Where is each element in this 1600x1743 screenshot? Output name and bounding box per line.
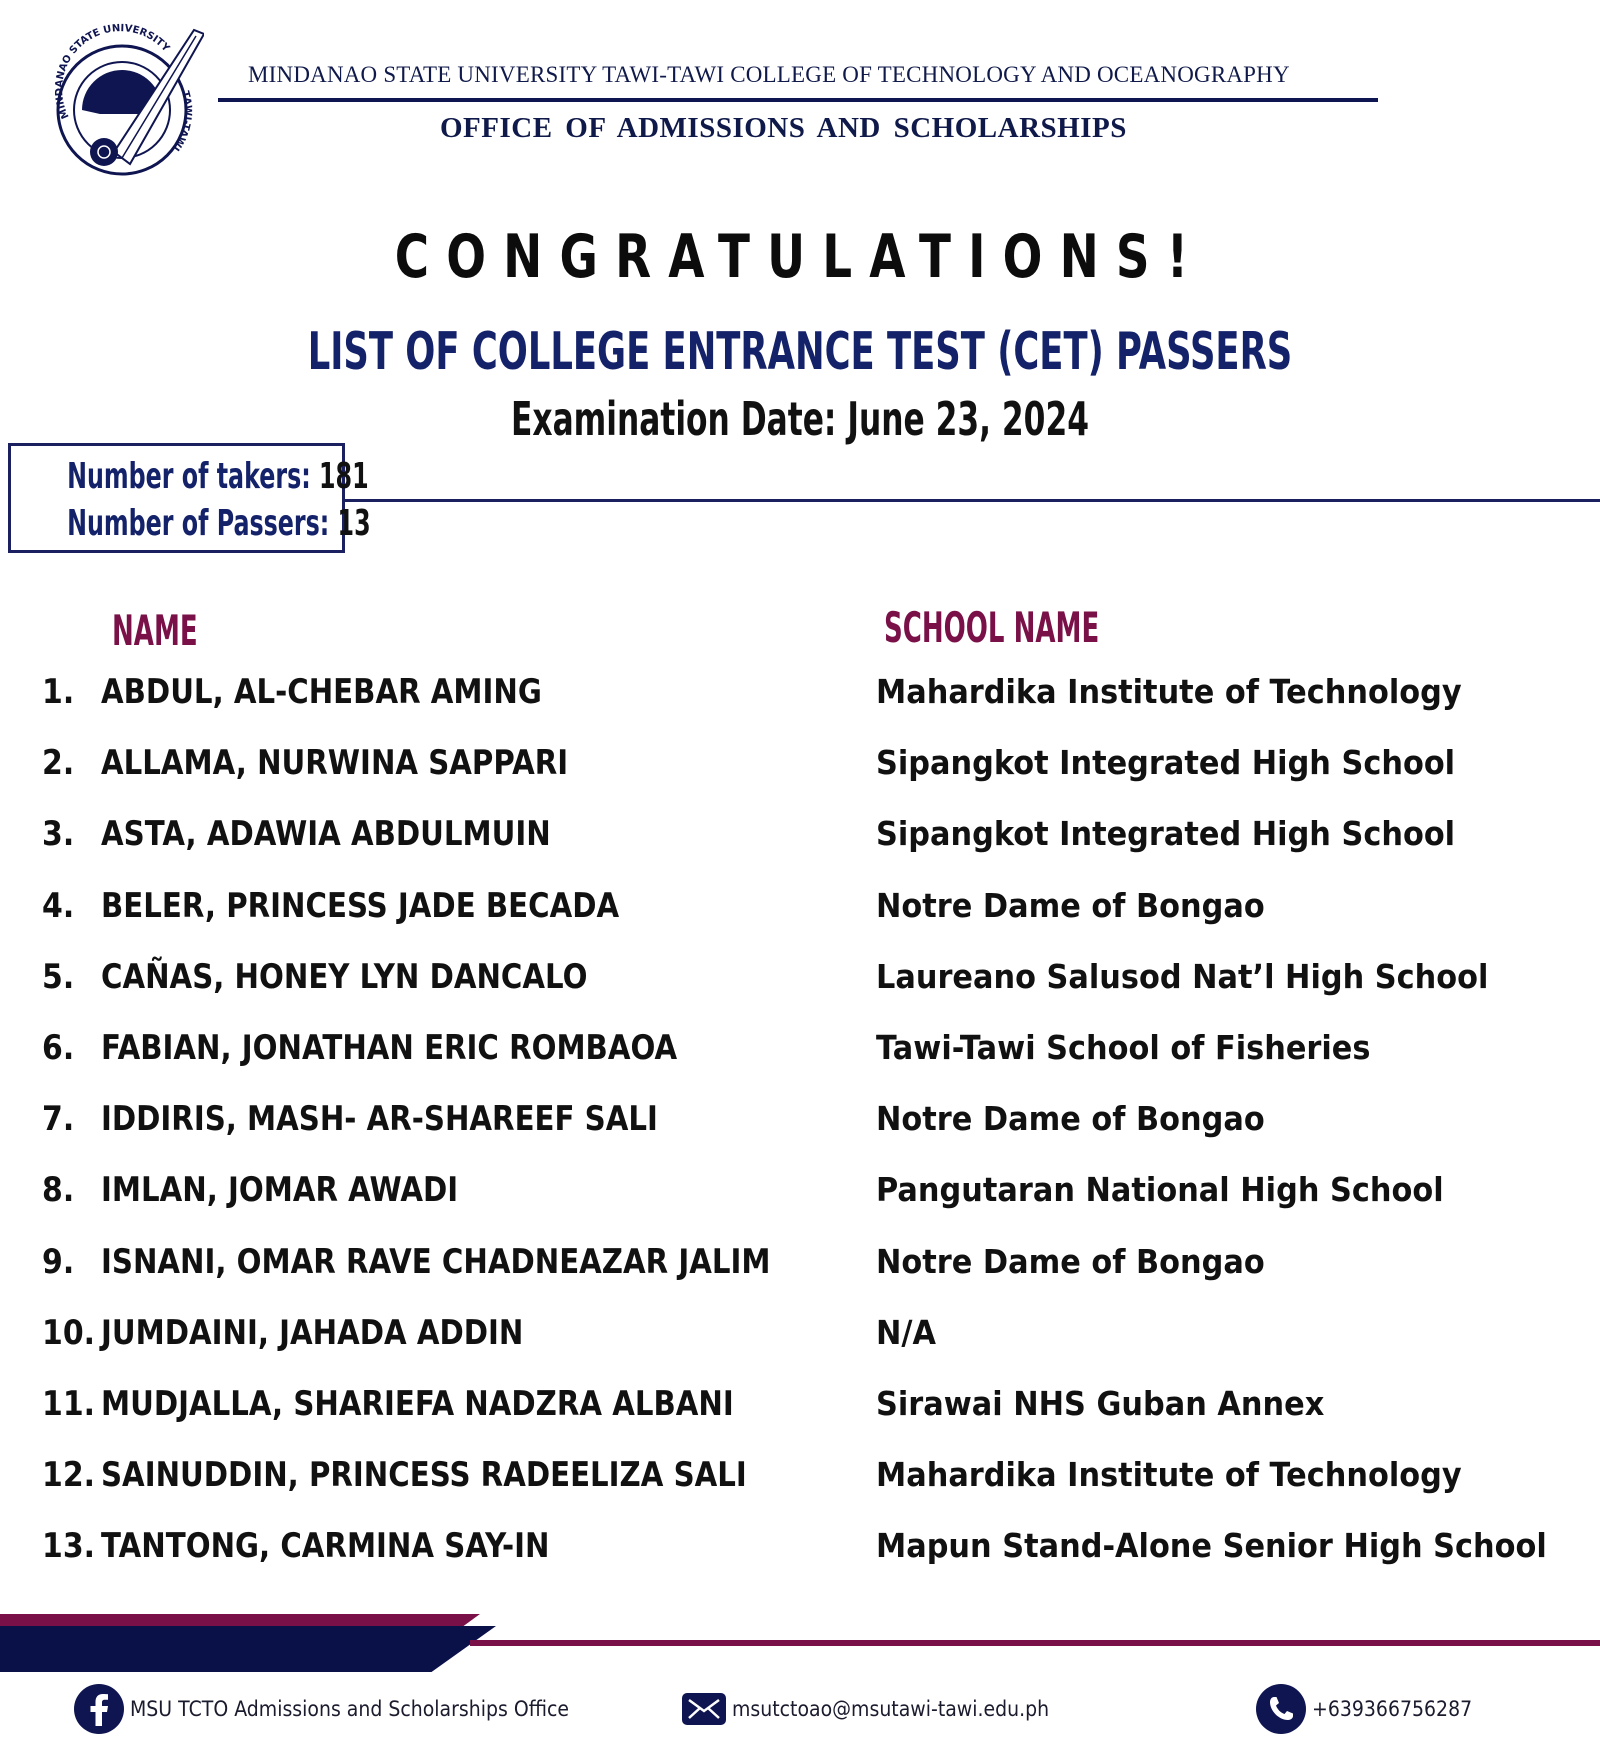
passer-name: IDDIRIS, MASH- AR-SHAREEF SALI bbox=[101, 1099, 658, 1140]
email-contact[interactable] bbox=[682, 1685, 1084, 1733]
row-number: 9. bbox=[42, 1241, 75, 1282]
school-name: Mahardika Institute of Technology bbox=[876, 1455, 1462, 1495]
table-row bbox=[0, 1526, 1600, 1597]
table-row bbox=[0, 1242, 1600, 1313]
stats-divider bbox=[345, 499, 1600, 502]
column-header-name: NAME bbox=[112, 606, 198, 655]
table-row bbox=[0, 1313, 1600, 1384]
school-name: Notre Dame of Bongao bbox=[876, 1099, 1265, 1139]
table-row bbox=[0, 886, 1600, 957]
school-name: Notre Dame of Bongao bbox=[876, 1241, 1265, 1281]
office-name: OFFICE OF ADMISSIONS AND SCHOLARSHIPS bbox=[440, 112, 1127, 144]
school-name: Sirawai NHS Guban Annex bbox=[876, 1383, 1325, 1423]
school-name: Notre Dame of Bongao bbox=[876, 885, 1265, 925]
table-row bbox=[0, 1384, 1600, 1455]
passer-name: IMLAN, JOMAR AWADI bbox=[101, 1170, 459, 1211]
takers-value: 181 bbox=[319, 456, 369, 497]
passer-name: CAÑAS, HONEY LYN DANCALO bbox=[101, 956, 588, 997]
passers-label: Number of Passers: bbox=[67, 503, 338, 544]
table-row bbox=[0, 1028, 1600, 1099]
table-row bbox=[0, 1455, 1600, 1526]
row-number: 3. bbox=[42, 814, 75, 855]
takers-stat bbox=[67, 456, 369, 497]
university-logo bbox=[44, 22, 204, 182]
school-name: Mahardika Institute of Technology bbox=[876, 672, 1462, 711]
table-row bbox=[0, 1099, 1600, 1170]
passer-name: ABDUL, AL-CHEBAR AMING bbox=[101, 672, 542, 712]
facebook-contact[interactable] bbox=[74, 1685, 618, 1733]
row-number: 10. bbox=[42, 1312, 96, 1353]
table-row bbox=[0, 672, 1600, 743]
passer-name: TANTONG, CARMINA SAY-IN bbox=[101, 1526, 550, 1567]
congratulations-heading: CONGRATULATIONS! bbox=[394, 222, 1206, 292]
msu-seal-icon bbox=[44, 22, 204, 182]
passer-name: ALLAMA, NURWINA SAPPARI bbox=[101, 743, 569, 784]
row-number: 2. bbox=[42, 743, 75, 784]
passer-name: BELER, PRINCESS JADE BECADA bbox=[101, 885, 620, 926]
school-name: Tawi-Tawi School of Fisheries bbox=[876, 1027, 1371, 1067]
school-name: Pangutaran National High School bbox=[876, 1170, 1444, 1210]
facebook-icon bbox=[74, 1684, 124, 1734]
table-row bbox=[0, 743, 1600, 814]
passer-name: ASTA, ADAWIA ABDULMUIN bbox=[101, 814, 551, 855]
list-title: LIST OF COLLEGE ENTRANCE TEST (CET) PASSERS bbox=[307, 322, 1293, 382]
school-name: Sipangkot Integrated High School bbox=[876, 743, 1456, 783]
mail-icon bbox=[682, 1693, 726, 1725]
row-number: 1. bbox=[42, 672, 75, 712]
header-divider bbox=[218, 98, 1378, 102]
passer-name: SAINUDDIN, PRINCESS RADEELIZA SALI bbox=[101, 1455, 747, 1496]
facebook-label: MSU TCTO Admissions and Scholarships Office bbox=[130, 1697, 570, 1721]
row-number: 4. bbox=[42, 885, 75, 926]
school-name: Mapun Stand-Alone Senior High School bbox=[876, 1526, 1547, 1566]
svg-text:MINDANAO STATE UNIVERSITY: MINDANAO STATE UNIVERSITY bbox=[54, 22, 172, 121]
svg-text:TAWI-TAWI: TAWI-TAWI bbox=[169, 89, 193, 153]
university-name: MINDANAO STATE UNIVERSITY TAWI-TAWI COLLEGE OF TECHNOLOGY AND OCEANOGRAPHY bbox=[248, 62, 1290, 87]
row-number: 5. bbox=[42, 956, 75, 997]
phone-label: +639366756287 bbox=[1312, 1697, 1473, 1721]
passer-name: JUMDAINI, JAHADA ADDIN bbox=[101, 1312, 524, 1353]
passer-name: ISNANI, OMAR RAVE CHADNEAZAR JALIM bbox=[101, 1241, 771, 1282]
phone-contact[interactable] bbox=[1256, 1685, 1490, 1733]
exam-date: Examination Date: June 23, 2024 bbox=[511, 392, 1089, 446]
school-name: Laureano Salusod Nat’l High School bbox=[876, 956, 1489, 996]
passers-stat bbox=[67, 503, 371, 544]
row-number: 11. bbox=[42, 1383, 96, 1424]
stats-box bbox=[8, 443, 371, 553]
footer-rule bbox=[470, 1640, 1600, 1646]
footer-stripe-maroon bbox=[0, 1614, 480, 1628]
row-number: 12. bbox=[42, 1455, 96, 1496]
row-number: 8. bbox=[42, 1170, 75, 1211]
row-number: 7. bbox=[42, 1099, 75, 1140]
passer-name: FABIAN, JONATHAN ERIC ROMBAOA bbox=[101, 1027, 678, 1068]
takers-label: Number of takers: bbox=[67, 456, 320, 497]
footer-stripe-navy bbox=[0, 1626, 496, 1672]
table-row bbox=[0, 1170, 1600, 1241]
row-number: 6. bbox=[42, 1027, 75, 1068]
passers-list bbox=[0, 672, 1600, 1597]
phone-icon bbox=[1256, 1684, 1306, 1734]
row-number: 13. bbox=[42, 1526, 96, 1567]
school-name: N/A bbox=[876, 1312, 937, 1352]
passers-value: 13 bbox=[337, 503, 371, 544]
column-header-school: SCHOOL NAME bbox=[884, 603, 1100, 652]
table-row bbox=[0, 814, 1600, 885]
email-label: msutctoao@msutawi-tawi.edu.ph bbox=[732, 1697, 1050, 1721]
school-name: Sipangkot Integrated High School bbox=[876, 814, 1456, 854]
passer-name: MUDJALLA, SHARIEFA NADZRA ALBANI bbox=[101, 1383, 734, 1424]
table-row bbox=[0, 957, 1600, 1028]
